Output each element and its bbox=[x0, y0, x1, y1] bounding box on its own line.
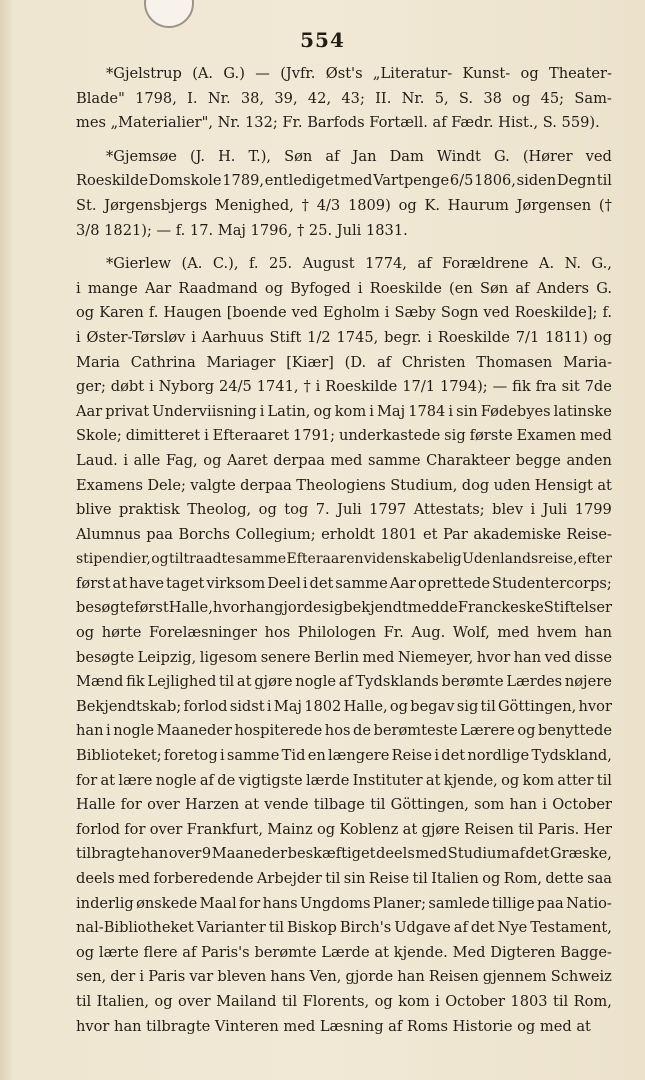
text-line: mes „Materialier", Nr. 132; Fr. Barfods Fortæll. af Fædr. Hist., S. 559). bbox=[76, 114, 600, 132]
text-line: inderlig ønskede Maal for hans Ungdoms Planer; samlede tillige paa Natio- bbox=[76, 894, 612, 912]
entry-1 bbox=[76, 145, 612, 243]
entry-0 bbox=[76, 62, 612, 136]
text-line: forlod for over Frankfurt, Mainz og Koblenz at gjøre Reisen til Paris. Her bbox=[76, 820, 612, 838]
page-number: 554 bbox=[300, 28, 345, 52]
text-line: i Øster-Tørsløv i Aarhuus Stift 1/2 1745, begr. i Roeskilde 7/1 1811) og bbox=[76, 328, 612, 346]
text-line: Laud. i alle Fag, og Aaret derpaa med samme Charakteer begge anden bbox=[76, 451, 612, 469]
text-line: *Gjelstrup (A. G.) — (Jvfr. Øst's „Literatur- Kunst- og Theater- bbox=[106, 65, 612, 82]
text-line: han i nogle Maaneder hospiterede hos de berømteste Lærere og benyttede bbox=[76, 722, 612, 740]
text-line: *Gjemsøe (J. H. T.), Søn af Jan Dam Windt G. (Hører ved bbox=[106, 147, 612, 165]
text-line: og lærte flere af Paris's berømte Lærde at kjende. Med Digteren Bagge- bbox=[76, 943, 612, 961]
text-line: Halle for over Harzen at vende tilbage til Göttingen, som han i October bbox=[76, 796, 612, 814]
text-line: til Italien, og over Mailand til Florents, og kom i October 1803 til Rom, bbox=[76, 992, 612, 1010]
text-line: for at lære nogle af de vigtigste lærde Instituter at kjende, og kom atter til bbox=[76, 771, 612, 789]
text-line: Mænd fik Lejlighed til at gjøre nogle af Tydsklands berømte Lærdes nøjere bbox=[76, 673, 612, 691]
text-line: deels med forberedende Arbejder til sin Reise til Italien og Rom, dette saa bbox=[76, 870, 612, 887]
text-line: Skole; dimitteret i Efteraaret 1791; underkastede sig første Examen med bbox=[76, 427, 612, 445]
text-line: Bekjendtskab; forlod sidst i Maj 1802 Halle, og begav sig til Göttingen, hvor bbox=[76, 697, 612, 715]
text-line: Blade" 1798, I. Nr. 38, 39, 42, 43; II. Nr. 5, S. 38 og 45; Sam- bbox=[76, 89, 612, 107]
text-line: *Gierlew (A. C.), f. 25. August 1774, af Forældrene A. N. G., bbox=[106, 255, 612, 273]
text-line: Biblioteket; foretog i samme Tid en længere Reise i det nordlige Tydskland, bbox=[76, 747, 612, 765]
entry-2 bbox=[76, 252, 612, 1039]
text-line: og hørte Forelæsninger hos Philologen Fr. Aug. Wolf, med hvem han bbox=[76, 624, 612, 642]
text-line: tilbragte han over 9 Maaneder beskæftiget deels med Studium af det Græske, bbox=[76, 845, 612, 863]
text-line: Roeskilde Domskole 1789, entlediget med Vartpenge 6/5 1806, siden Degn til bbox=[76, 172, 612, 190]
text-line: besøgte først Halle, hvor han gjorde sig bekjendt med de Franckeske Stiftelser bbox=[76, 599, 612, 617]
text-line: i mange Aar Raadmand og Byfoged i Roeskilde (en Søn af Anders G. bbox=[76, 279, 612, 297]
text-line: sen, der i Paris var bleven hans Ven, gjorde han Reisen gjennem Schweiz bbox=[76, 968, 612, 986]
text-line: blive praktisk Theolog, og tog 7. Juli 1797 Attestats; blev i Juli 1799 bbox=[76, 501, 612, 519]
page-text bbox=[76, 62, 612, 1048]
text-line: Examens Dele; valgte derpaa Theologiens Studium, dog uden Hensigt at bbox=[76, 476, 612, 494]
punch-hole bbox=[144, 0, 194, 28]
text-line: og Karen f. Haugen [boende ved Egholm i Sæby Sogn ved Roeskilde]; f. bbox=[76, 304, 612, 322]
text-line: 3/8 1821); — f. 17. Maj 1796, † 25. Juli 1831. bbox=[76, 221, 408, 239]
text-line: nal-Bibliotheket Varianter til Biskop Birch's Udgave af det Nye Testament, bbox=[76, 919, 612, 937]
text-line: først at have taget virksom Deel i det samme Aar oprettede Studentercorps; bbox=[76, 574, 612, 592]
text-line: stipendier, og tiltraadte samme Efteraar en videnskabelig Udenlandsreise, efter bbox=[76, 551, 612, 568]
text-line: hvor han tilbragte Vinteren med Læsning af Roms Historie og med at bbox=[76, 1017, 591, 1035]
text-line: besøgte Leipzig, ligesom senere Berlin med Niemeyer, hvor han ved disse bbox=[76, 648, 612, 666]
text-line: ger; døbt i Nyborg 24/5 1741, † i Roeskilde 17/1 1794); — fik fra sit 7de bbox=[76, 378, 612, 396]
text-line: St. Jørgensbjergs Menighed, † 4/3 1809) og K. Haurum Jørgensen († bbox=[76, 196, 612, 214]
text-line: Aar privat Underviisning i Latin, og kom i Maj 1784 i sin Fødebyes latinske bbox=[76, 402, 612, 420]
text-line: Alumnus paa Borchs Collegium; erholdt 1801 et Par akademiske Reise- bbox=[76, 525, 612, 543]
text-line: Maria Cathrina Mariager [Kiær] (D. af Christen Thomasen Maria- bbox=[76, 353, 612, 371]
